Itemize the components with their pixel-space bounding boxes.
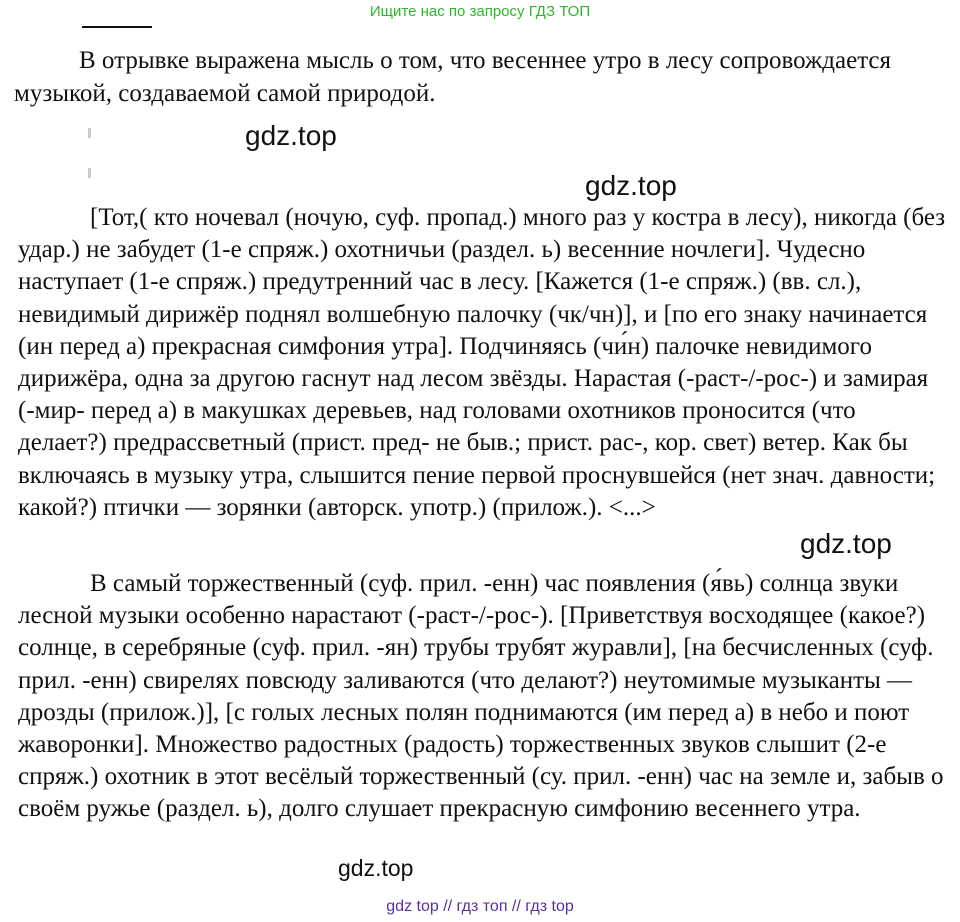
header-search-link[interactable]: Ищите нас по запросу ГДЗ ТОП <box>369 3 591 20</box>
intro-text: В отрывке выражена мысль о том, что весеннее утро в лесу сопровождается музыкой, создаваемой самой природой. <box>14 47 892 107</box>
watermark-3: gdz.top <box>800 528 892 559</box>
faint-mark <box>88 168 91 178</box>
paragraph-2-text: В самый торжественный (суф. прил. -енн) час появления (я́вь) солнца звуки лесной музыки особенно нарастают (-раст-/-рос-). [Приветствуя восходящее (какое?) солнце, в серебряные (суф. прил. -ян) трубы трубят журавли], [на бесчисленных (суф. прил. -енн) свирелях повсюду заливаются (что делают?) неутомимые музыканты — дрозды (прилож.)], [с голых лесных полян поднимаются (им перед а) в небо и поют жаворонки]. Множество радостных (радость) торжественных звуков слышит (2-е спряж.) охотник в этот весёлый торжественный (су. прил. -енн) час на земле и, забыв о своём ружье (раздел. ь), долго слушает прекрасную симфонию весеннего утра. <box>18 570 944 823</box>
watermark-4: gdz.top <box>338 855 414 881</box>
faint-mark <box>88 128 91 138</box>
answer-dash <box>82 26 152 28</box>
watermark-1: gdz.top <box>245 120 337 151</box>
paragraph-2 <box>18 568 948 826</box>
paragraph-1 <box>18 202 948 524</box>
footer-links[interactable]: gdz top // гдз топ // гдз top <box>386 898 574 915</box>
watermark-2: gdz.top <box>585 170 677 201</box>
intro-paragraph <box>14 44 944 110</box>
paragraph-1-text: [Тот,( кто ночевал (ночую, суф. пропад.) много раз у костра в лесу), никогда (без удар.) не забудет (1-е спряж.) охотничьи (раздел. ь) весенние ночлеги]. Чудесно наступает (1-е спряж.) предутренний час в лесу. [Кажется (1-е спряж.) (вв. сл.), невидимый дирижёр поднял волшебную палочку (чк/чн)], и [по его знаку начинается (ин перед а) прекрасная симфония утра]. Подчиняясь (чи́н) палочке невидимого дирижёра, одна за другою гаснут над лесом звёзды. Нарастая (-раст-/-рос-) и замирая (-мир- перед а) в макушках деревьев, над головами охотников проносится (что делает?) предрассветный (прист. пред- не быв.; прист. рас-, кор. свет) ветер. Как бы включаясь в музыку утра, слышится пение первой проснувшейся (нет знач. давности; какой?) птички — зорянки (авторск. употр.) (прилож.). <...> <box>18 204 946 521</box>
